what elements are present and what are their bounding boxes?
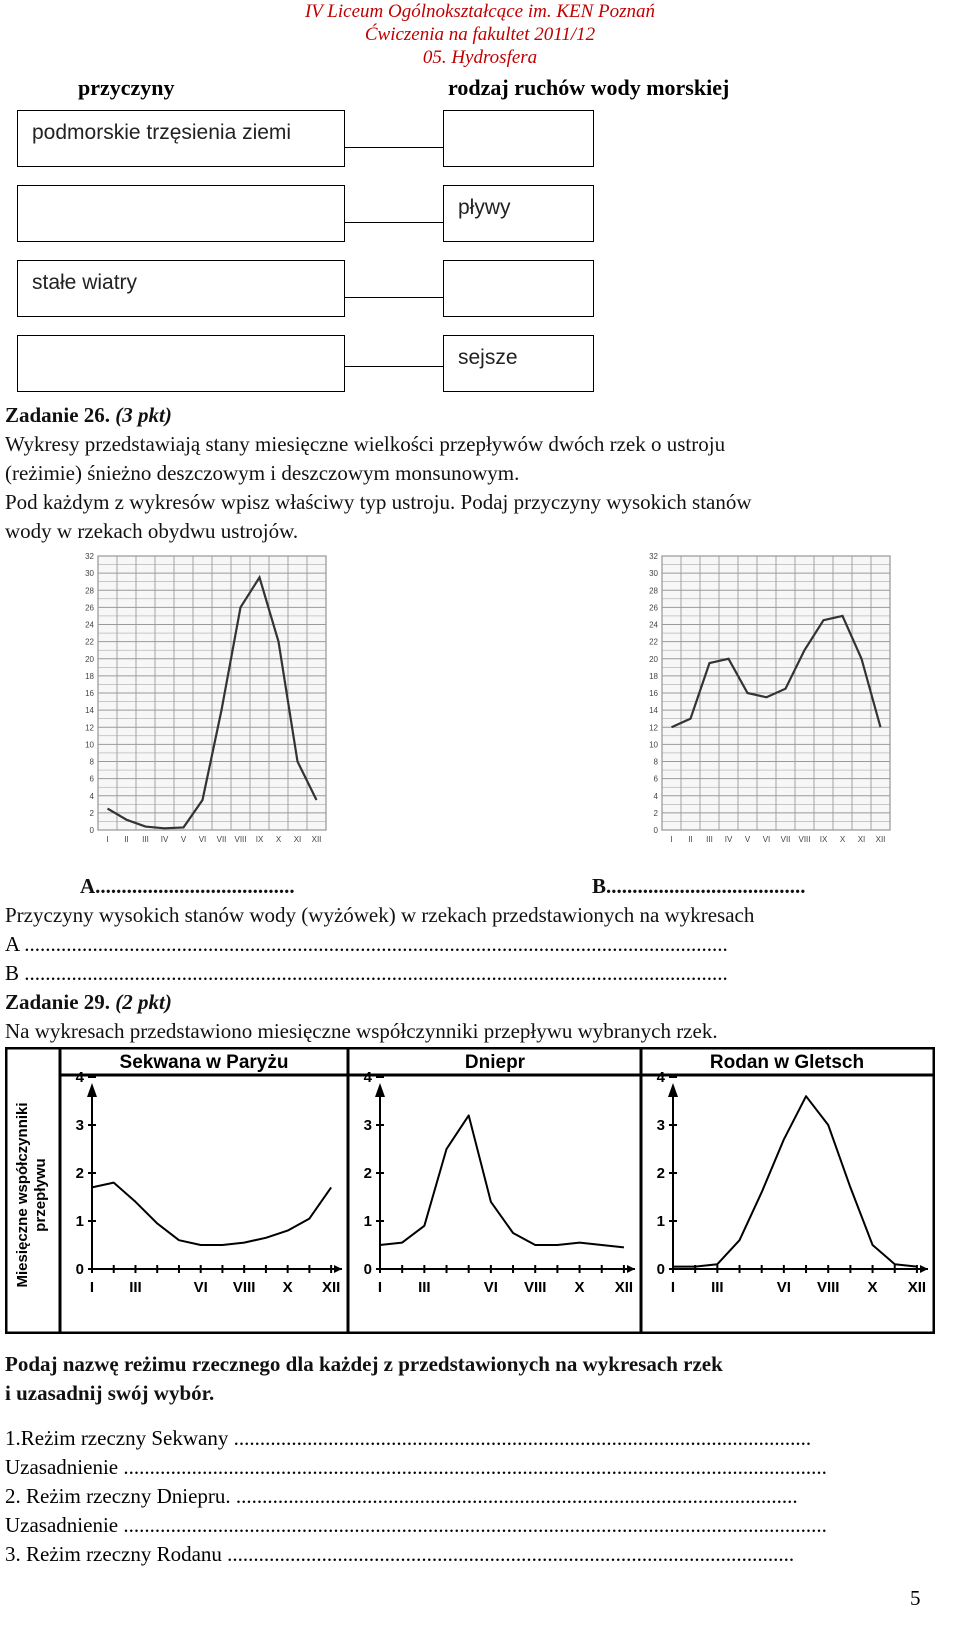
x-tick-label: X <box>282 1279 293 1296</box>
y-tick-label: 18 <box>649 671 658 681</box>
page-number: 5 <box>910 1586 921 1610</box>
y-tick-label: 14 <box>85 706 94 716</box>
motion-box-4 <box>443 335 594 392</box>
x-tick-label: XII <box>614 1279 634 1296</box>
answer-label-a: A...................................... <box>80 874 295 898</box>
y-tick-label: 0 <box>75 1261 84 1278</box>
y-tick-label: 4 <box>656 1069 665 1086</box>
flow-coefficient-charts <box>5 1047 935 1334</box>
regime-rhone-answer[interactable]: 3. Reżim rzeczny Rodanu ............................................................................................................ <box>5 1542 795 1566</box>
x-tick-label: III <box>706 835 713 844</box>
y-tick-label: 8 <box>653 757 658 767</box>
y-tick-label: 22 <box>649 637 658 647</box>
motion-box-2 <box>443 185 594 242</box>
x-tick-label: VIII <box>232 1279 256 1296</box>
y-tick-label: 30 <box>649 569 658 579</box>
y-tick-label: 22 <box>85 637 94 647</box>
x-tick-label: III <box>418 1279 431 1296</box>
task26-line2: (reżimie) śnieżno deszczowym i deszczowym monsunowym. <box>5 461 520 485</box>
x-tick-label: IV <box>160 835 169 844</box>
chart-title-dnieper: Dniepr <box>464 1052 526 1073</box>
x-tick-label: VI <box>776 1279 791 1296</box>
y-tick-label: 32 <box>649 552 658 561</box>
y-tick-label: 30 <box>85 569 94 579</box>
y-tick-label: 16 <box>85 689 94 698</box>
y-tick-label: 4 <box>75 1069 84 1086</box>
x-tick-label: X <box>839 835 846 844</box>
task26-title: Zadanie 26. <box>5 403 111 427</box>
y-tick-label: 12 <box>649 723 658 733</box>
chart-title-seine: Sekwana w Paryżu <box>119 1052 289 1073</box>
connector-line-2 <box>345 222 443 223</box>
y-tick-label: 0 <box>653 826 658 835</box>
cause-box-3 <box>17 260 345 317</box>
x-tick-label: III <box>711 1279 724 1296</box>
x-tick-label: VIII <box>523 1279 547 1296</box>
y-tick-label: 2 <box>89 808 94 818</box>
connector-line-1 <box>345 147 443 148</box>
y-tick-label: 28 <box>85 586 94 596</box>
cause-box-text: podmorskie trzęsienia ziemi <box>32 121 292 144</box>
y-tick-label: 26 <box>85 603 94 613</box>
x-tick-label: VI <box>483 1279 498 1296</box>
reason-answer-a[interactable]: A ...................................................................................................................................... <box>5 932 728 956</box>
x-tick-label: X <box>574 1279 585 1296</box>
regime-dnieper-answer[interactable]: 2. Reżim rzeczny Dniepru. ........................................................................................................... <box>5 1484 798 1508</box>
x-tick-label: V <box>744 835 751 844</box>
x-tick-label: XI <box>857 835 866 844</box>
y-tick-label: 2 <box>363 1165 372 1182</box>
x-tick-label: XI <box>293 835 302 844</box>
cause-box-1 <box>17 110 345 167</box>
x-tick-label: IX <box>255 835 264 844</box>
y-tick-label: 4 <box>89 791 94 801</box>
x-tick-label: XII <box>875 835 886 844</box>
x-tick-label: I <box>106 835 109 844</box>
header-course: Ćwiczenia na fakultet 2011/12 <box>364 24 596 45</box>
x-tick-label: I <box>670 1279 676 1296</box>
task26-reasons-prompt: Przyczyny wysokich stanów wody (wyżówek) w rzekach przedstawionych na wykresach <box>5 903 755 927</box>
motion-box-1[interactable] <box>443 110 594 167</box>
y-tick-label: 1 <box>75 1213 84 1230</box>
x-tick-label: III <box>142 835 149 844</box>
task26-points: (3 pkt) <box>115 403 172 427</box>
y-tick-label: 3 <box>656 1117 665 1134</box>
motion-box-text: pływy <box>458 196 511 219</box>
x-tick-label: VI <box>193 1279 208 1296</box>
dnieper-justification[interactable]: Uzasadnienie ...................................................................................................................................... <box>5 1513 827 1537</box>
x-tick-label: II <box>688 835 693 844</box>
y-tick-label: 2 <box>75 1165 84 1182</box>
y-tick-label: 0 <box>656 1261 665 1278</box>
task26-line4: wody w rzekach obydwu ustrojów. <box>5 519 299 543</box>
y-tick-label: 3 <box>75 1117 84 1134</box>
left-column-header: przyczyny <box>78 75 175 100</box>
y-tick-label: 12 <box>85 723 94 733</box>
connector-line-4 <box>345 366 443 367</box>
y-tick-label: 2 <box>653 808 658 818</box>
x-tick-label: III <box>129 1279 142 1296</box>
y-tick-label: 24 <box>649 620 658 630</box>
y-tick-label: 4 <box>653 791 658 801</box>
y-tick-label: 24 <box>85 620 94 630</box>
header-school: IV Liceum Ogólnokształcące im. KEN Poznań <box>304 1 656 22</box>
y-tick-label: 4 <box>363 1069 372 1086</box>
reason-answer-b[interactable]: B ...................................................................................................................................... <box>5 961 728 985</box>
x-tick-label: IX <box>819 835 828 844</box>
x-tick-label: XII <box>321 1279 341 1296</box>
task26-line1: Wykresy przedstawiają stany miesięczne wielkości przepływów dwóch rzek o ustroju <box>5 432 726 456</box>
header-topic: 05. Hydrosfera <box>422 47 538 68</box>
motion-box-text: sejsze <box>458 346 518 369</box>
y-tick-label: 2 <box>656 1165 665 1182</box>
y-tick-label: 20 <box>85 654 94 664</box>
x-tick-label: X <box>275 835 282 844</box>
x-tick-label: I <box>377 1279 383 1296</box>
chart-river-a <box>68 548 330 858</box>
y-tick-label: 1 <box>656 1213 665 1230</box>
x-tick-label: VI <box>198 835 207 844</box>
y-tick-label: 16 <box>649 689 658 698</box>
seine-justification[interactable]: Uzasadnienie ...................................................................................................................................... <box>5 1455 827 1479</box>
motion-box-3[interactable] <box>443 260 594 317</box>
y-tick-label: 26 <box>649 603 658 613</box>
answer-label-b: B...................................... <box>592 874 806 898</box>
x-tick-label: I <box>89 1279 95 1296</box>
y-tick-label: 6 <box>653 774 658 784</box>
y-tick-label: 28 <box>649 586 658 596</box>
y-tick-label: 0 <box>89 826 94 835</box>
x-tick-label: VII <box>780 835 791 844</box>
y-tick-label: 8 <box>89 757 94 767</box>
x-tick-label: IV <box>724 835 733 844</box>
connector-line-3 <box>345 297 443 298</box>
task29-heading <box>5 988 172 1017</box>
x-tick-label: I <box>670 835 673 844</box>
cause-box-2[interactable] <box>17 185 345 242</box>
regime-seine-answer[interactable]: 1.Reżim rzeczny Sekwany .............................................................................................................. <box>5 1426 812 1450</box>
x-tick-label: II <box>124 835 129 844</box>
x-tick-label: VIII <box>234 835 247 844</box>
y-tick-label: 0 <box>363 1261 372 1278</box>
x-tick-label: XII <box>907 1279 927 1296</box>
x-tick-label: VII <box>216 835 227 844</box>
task26-line3: Pod każdym z wykresów wpisz właściwy typ ustroju. Podaj przyczyny wysokich stanów <box>5 490 752 514</box>
x-tick-label: V <box>180 835 187 844</box>
task29-points: (2 pkt) <box>115 990 172 1014</box>
y-tick-label: 1 <box>363 1213 372 1230</box>
x-tick-label: VIII <box>816 1279 840 1296</box>
x-tick-label: X <box>867 1279 878 1296</box>
cause-box-4[interactable] <box>17 335 345 392</box>
task29-question-line2: i uzasadnij swój wybór. <box>5 1381 215 1405</box>
chart-title-rhone: Rodan w Gletsch <box>709 1052 865 1073</box>
y-tick-label: 32 <box>85 552 94 561</box>
chart-river-b <box>632 548 894 858</box>
right-column-header: rodzaj ruchów wody morskiej <box>448 75 730 100</box>
y-tick-label: 6 <box>89 774 94 784</box>
y-tick-label: 10 <box>85 740 94 750</box>
task29-title: Zadanie 29. <box>5 990 111 1014</box>
y-tick-label: 3 <box>363 1117 372 1134</box>
x-tick-label: VI <box>762 835 771 844</box>
y-tick-label: 20 <box>649 654 658 664</box>
y-tick-label: 10 <box>649 740 658 750</box>
y-tick-label: 18 <box>85 671 94 681</box>
task26-heading <box>5 401 172 430</box>
y-tick-label: 14 <box>649 706 658 716</box>
flow-ylabel-line2: przepływu <box>32 1158 49 1232</box>
x-tick-label: XII <box>311 835 322 844</box>
flow-ylabel-line1: Miesięczne współczynniki <box>14 1102 31 1288</box>
x-tick-label: VIII <box>798 835 811 844</box>
cause-box-text: stałe wiatry <box>32 271 138 294</box>
task29-line1: Na wykresach przedstawiono miesięczne współczynniki przepływu wybranych rzek. <box>5 1019 718 1043</box>
task29-question-line1: Podaj nazwę reżimu rzecznego dla każdej z przedstawionych na wykresach rzek <box>5 1352 723 1376</box>
